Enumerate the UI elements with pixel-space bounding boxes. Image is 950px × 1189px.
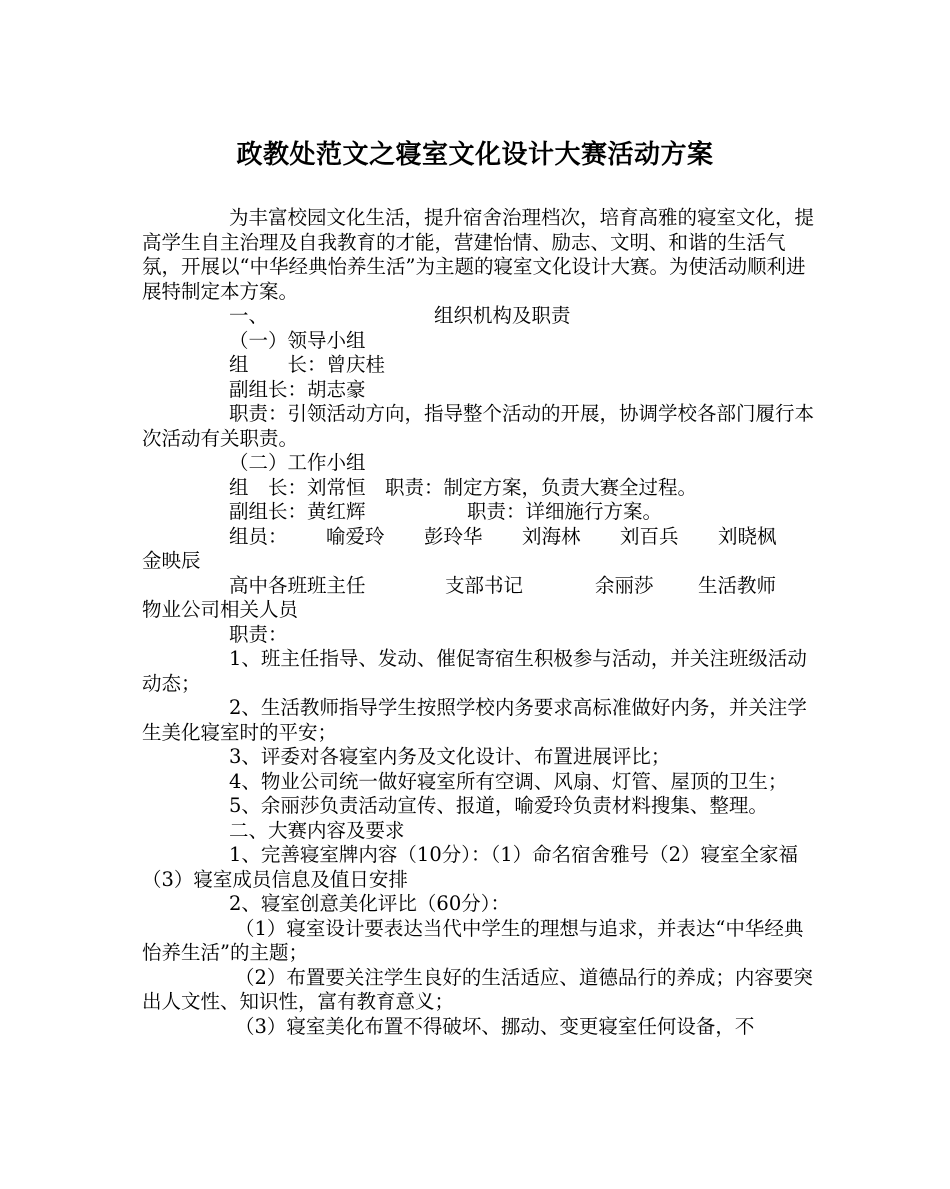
- group-2-deputy-duty: 职责：详细施行方案。: [467, 500, 663, 523]
- member-name: 刘海林: [522, 524, 581, 548]
- members-label: 组员：: [229, 524, 288, 548]
- section-1-title: 组织机构及职责: [434, 304, 571, 327]
- duty-label: 职责：: [229, 622, 288, 646]
- content-item-1: 1、完善寝室牌内容（10分）：（1）命名宿舍雅号（2）寝室全家福（3）寝室成员信息及值日安排: [142, 843, 799, 891]
- group-1-title: （一）领导小组: [229, 328, 366, 352]
- group-1-deputy-label: 副组长：: [229, 377, 308, 401]
- group-1-leader-label: 组 长：: [229, 353, 327, 376]
- other-member: 高中各班班主任: [229, 573, 366, 597]
- group-1-duty: 职责：引领活动方向，指导整个活动的开展，协调学校各部门履行本次活动有关职责。: [142, 402, 815, 450]
- group-2-deputy: [142, 500, 814, 525]
- members-continued: 金映辰: [142, 549, 201, 572]
- content-subitem: （2）布置要关注学生良好的生活适应、道德品行的养成；内容要突出人文性、知识性，富有教育意义；: [142, 965, 813, 1013]
- member-name: 刘百兵: [620, 524, 679, 548]
- other-member: 生活教师: [698, 573, 777, 597]
- document-body: [142, 206, 814, 1039]
- group-2-leader: 组 长：刘常恒 职责：制定方案，负责大赛全过程。: [229, 475, 698, 499]
- group-1-deputy-name: 胡志豪: [307, 377, 366, 401]
- member-name: 彭玲华: [424, 524, 483, 548]
- duty-item: 1、班主任指导、发动、催促寄宿生积极参与活动，并关注班级活动动态；: [142, 647, 807, 695]
- content-subitem: （3）寝室美化布置不得破坏、挪动、变更寝室任何设备，不: [235, 1014, 755, 1038]
- group-1-leader: [142, 353, 814, 378]
- group-2-deputy-name: 副组长：黄红辉: [229, 500, 366, 523]
- group-2-others: [142, 574, 814, 599]
- section-2-title: 二、大赛内容及要求: [229, 818, 405, 842]
- duty-item: 4、物业公司统一做好寝室所有空调、风扇、灯管、屋顶的卫生；: [229, 769, 788, 793]
- member-name: 刘晓枫: [718, 524, 777, 548]
- duty-item: 2、生活教师指导学生按照学校内务要求高标准做好内务，并关注学生美化寝室时的平安；: [142, 696, 807, 744]
- duty-item: 3、评委对各寝室内务及文化设计、布置进展评比；: [229, 745, 671, 768]
- group-1-deputy: [142, 378, 814, 403]
- page-title: 政教处范文之寝室文化设计大赛活动方案: [236, 140, 714, 170]
- other-member: 支部书记: [445, 573, 524, 597]
- group-2-title: （二）工作小组: [229, 451, 366, 474]
- group-2-members: [142, 525, 814, 550]
- other-member: 余丽莎: [595, 573, 654, 597]
- member-name: 喻爱玲: [326, 524, 385, 548]
- group-1-leader-name: 曾庆桂: [326, 353, 386, 376]
- duty-item: 5、余丽莎负责活动宣传、报道，喻爱玲负责材料搜集、整理。: [229, 794, 768, 817]
- intro-paragraph: 为丰富校园文化生活，提升宿舍治理档次，培育高雅的寝室文化，提高学生自主治理及自我教育的才能，营建怡情、励志、文明、和谐的生活气氛，开展以“中华经典怡养生活”为主题的寝室文化设计大赛。为使活动顺利进展特制定本方案。: [142, 206, 815, 303]
- others-continued: 物业公司相关人员: [142, 598, 299, 621]
- section-1-heading: [142, 304, 814, 329]
- content-subitem: （1）寝室设计要表达当代中学生的理想与追求，并表达“中华经典怡养生活”的主题；: [142, 916, 804, 964]
- section-1-number: 一、: [229, 304, 269, 327]
- content-item-2: 2、寝室创意美化评比（60分）：: [229, 892, 510, 915]
